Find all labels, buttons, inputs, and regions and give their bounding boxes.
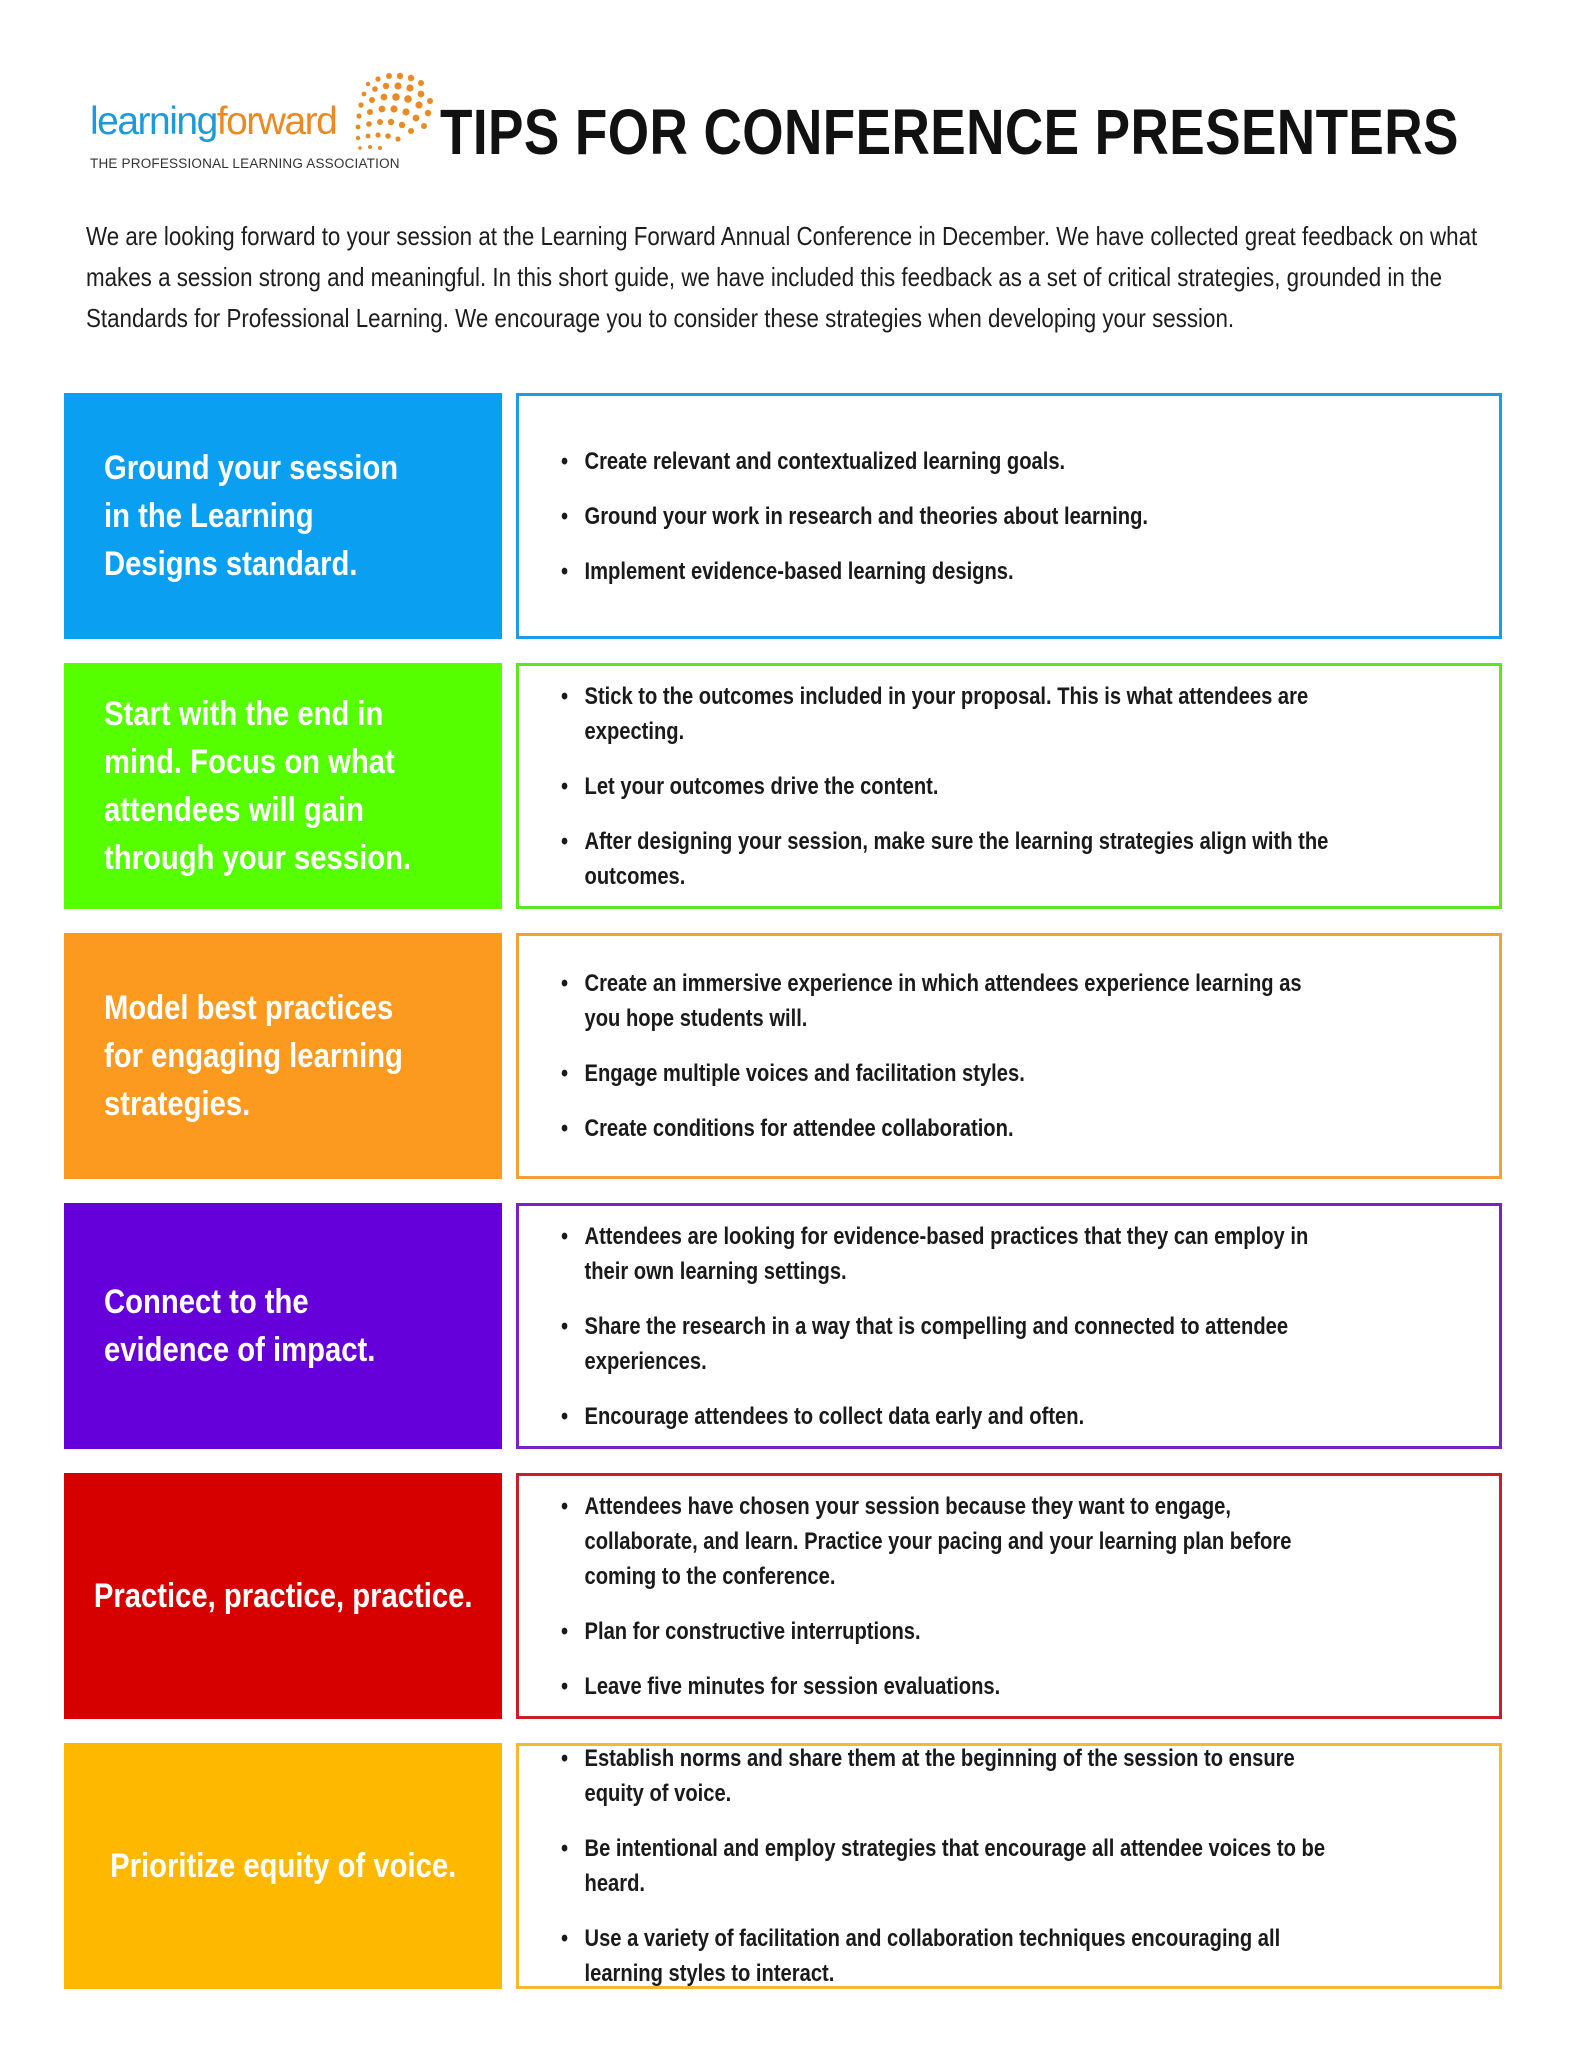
tip-details-box bbox=[516, 1473, 1502, 1719]
tip-bullet-item bbox=[561, 1399, 1332, 1434]
bullet-icon: • bbox=[561, 1835, 569, 1862]
bullet-icon: • bbox=[561, 827, 569, 855]
tip-bullet-text: Create an immersive experience in which attendees experience learning as you hope students will. bbox=[584, 970, 1302, 1032]
tip-heading-panel bbox=[64, 1203, 502, 1449]
tip-bullet-item bbox=[561, 444, 1332, 479]
tip-bullet-text: Attendees have chosen your session because they want to engage, collaborate, and learn. Practice your pacing and your learning plan before coming to the conference. bbox=[584, 1492, 1292, 1590]
tip-bullet-item bbox=[561, 1741, 1332, 1811]
tip-bullet-item bbox=[561, 769, 1332, 804]
tip-heading-panel bbox=[64, 393, 502, 639]
tip-bullet-item bbox=[561, 1111, 1332, 1146]
tip-row bbox=[64, 393, 1514, 639]
tip-heading-panel bbox=[64, 1743, 502, 1989]
bullet-icon: • bbox=[561, 1115, 569, 1142]
tip-bullet-text: Use a variety of facilitation and collaboration techniques encouraging all learning styles to interact. bbox=[584, 1925, 1281, 1987]
tip-bullet-item bbox=[561, 1219, 1332, 1289]
tip-bullet-text: Ground your work in research and theories about learning. bbox=[584, 502, 1148, 530]
tip-details-box bbox=[516, 1203, 1502, 1449]
bullet-icon: • bbox=[561, 682, 569, 710]
tip-heading: Practice, practice, practice. bbox=[93, 1577, 473, 1615]
bullet-icon: • bbox=[561, 1402, 569, 1430]
tip-heading: Ground your session in the Learning Designs standard. bbox=[104, 449, 399, 583]
tip-bullet-list bbox=[561, 966, 1332, 1146]
tip-bullet-item bbox=[561, 1489, 1332, 1594]
tip-heading-panel bbox=[64, 933, 502, 1179]
tip-details-box bbox=[516, 933, 1502, 1179]
tip-bullet-item bbox=[561, 1669, 1332, 1704]
tip-row bbox=[64, 663, 1514, 909]
tip-bullet-item bbox=[561, 1614, 1332, 1649]
tip-bullet-list bbox=[561, 1489, 1332, 1704]
tip-bullet-text: Implement evidence-based learning designs. bbox=[584, 557, 1014, 585]
bullet-icon: • bbox=[561, 970, 569, 997]
tip-bullet-text: Encourage attendees to collect data early and often. bbox=[584, 1402, 1085, 1430]
bullet-icon: • bbox=[561, 502, 569, 530]
bullet-icon: • bbox=[561, 1925, 569, 1952]
tip-row bbox=[64, 1743, 1514, 1989]
tip-bullet-item bbox=[561, 499, 1332, 534]
tip-bullet-list bbox=[561, 1219, 1332, 1434]
tip-bullet-list bbox=[561, 1741, 1332, 1991]
tip-bullet-list bbox=[561, 679, 1332, 894]
tip-bullet-item bbox=[561, 824, 1332, 894]
tip-heading-panel bbox=[64, 663, 502, 909]
tip-bullet-item bbox=[561, 679, 1332, 749]
tip-bullet-text: Share the research in a way that is compelling and connected to attendee experiences. bbox=[584, 1312, 1289, 1375]
tip-heading: Connect to the evidence of impact. bbox=[104, 1283, 376, 1369]
logo-word-learning: learning bbox=[90, 100, 217, 143]
intro-paragraph: We are looking forward to your session at the Learning Forward Annual Conference in December. We have collected great feedback on what makes a session strong and meaningful. In this short guide, we have included this feedback as a set of critical strategies, grounded in the Standards for Professional Learning. We encourage you to consider these strategies when developing your session. bbox=[86, 221, 1478, 333]
tip-bullet-item bbox=[561, 1309, 1332, 1379]
tip-details-box bbox=[516, 1743, 1502, 1989]
bullet-icon: • bbox=[561, 1745, 569, 1772]
tip-row bbox=[64, 933, 1514, 1179]
tip-bullet-text: Stick to the outcomes included in your proposal. This is what attendees are expecting. bbox=[584, 682, 1309, 745]
tip-heading: Model best practices for engaging learning strategies. bbox=[104, 989, 403, 1123]
page-title: TIPS FOR CONFERENCE PRESENTERS bbox=[440, 96, 1459, 168]
tip-details-box bbox=[516, 663, 1502, 909]
logo-tagline: THE PROFESSIONAL LEARNING ASSOCIATION bbox=[90, 156, 400, 171]
tip-bullet-text: Create conditions for attendee collaboration. bbox=[584, 1115, 1014, 1142]
tip-bullet-list bbox=[561, 444, 1332, 589]
bullet-icon: • bbox=[561, 1672, 569, 1700]
tip-bullet-text: Attendees are looking for evidence-based practices that they can employ in their own learning settings. bbox=[584, 1222, 1309, 1285]
bullet-icon: • bbox=[561, 1222, 569, 1250]
bullet-icon: • bbox=[561, 1492, 569, 1520]
bullet-icon: • bbox=[561, 1060, 569, 1087]
tip-row bbox=[64, 1473, 1514, 1719]
logo-word-forward: forward bbox=[216, 100, 337, 143]
bullet-icon: • bbox=[561, 1617, 569, 1645]
tip-bullet-text: Plan for constructive interruptions. bbox=[584, 1617, 921, 1645]
bullet-icon: • bbox=[561, 557, 569, 585]
bullet-icon: • bbox=[561, 1312, 569, 1340]
logo-wordmark bbox=[90, 100, 336, 144]
tip-bullet-text: Establish norms and share them at the beginning of the session to ensure equity of voice. bbox=[584, 1745, 1295, 1807]
tip-bullet-text: Let your outcomes drive the content. bbox=[584, 772, 939, 800]
tip-bullet-text: Create relevant and contextualized learning goals. bbox=[584, 447, 1066, 475]
tip-details-box bbox=[516, 393, 1502, 639]
tip-bullet-text: Be intentional and employ strategies that encourage all attendee voices to be heard. bbox=[584, 1835, 1326, 1897]
tip-row bbox=[64, 1203, 1514, 1449]
bullet-icon: • bbox=[561, 772, 569, 800]
logo-dots-icon bbox=[328, 64, 448, 164]
tips-list bbox=[64, 393, 1514, 2013]
tip-bullet-item bbox=[561, 966, 1332, 1036]
tip-bullet-text: After designing your session, make sure the learning strategies align with the outcomes. bbox=[584, 827, 1329, 890]
learning-forward-logo bbox=[88, 64, 408, 184]
tip-bullet-item bbox=[561, 554, 1332, 589]
bullet-icon: • bbox=[561, 447, 569, 475]
tip-bullet-item bbox=[561, 1831, 1332, 1901]
tip-heading-panel bbox=[64, 1473, 502, 1719]
tip-bullet-text: Engage multiple voices and facilitation styles. bbox=[584, 1060, 1025, 1087]
tip-heading: Prioritize equity of voice. bbox=[109, 1847, 457, 1885]
tip-bullet-text: Leave five minutes for session evaluations. bbox=[584, 1672, 1001, 1700]
tip-bullet-item bbox=[561, 1921, 1332, 1991]
tip-heading: Start with the end in mind. Focus on what attendees will gain through your session. bbox=[104, 695, 412, 877]
tip-bullet-item bbox=[561, 1056, 1332, 1091]
